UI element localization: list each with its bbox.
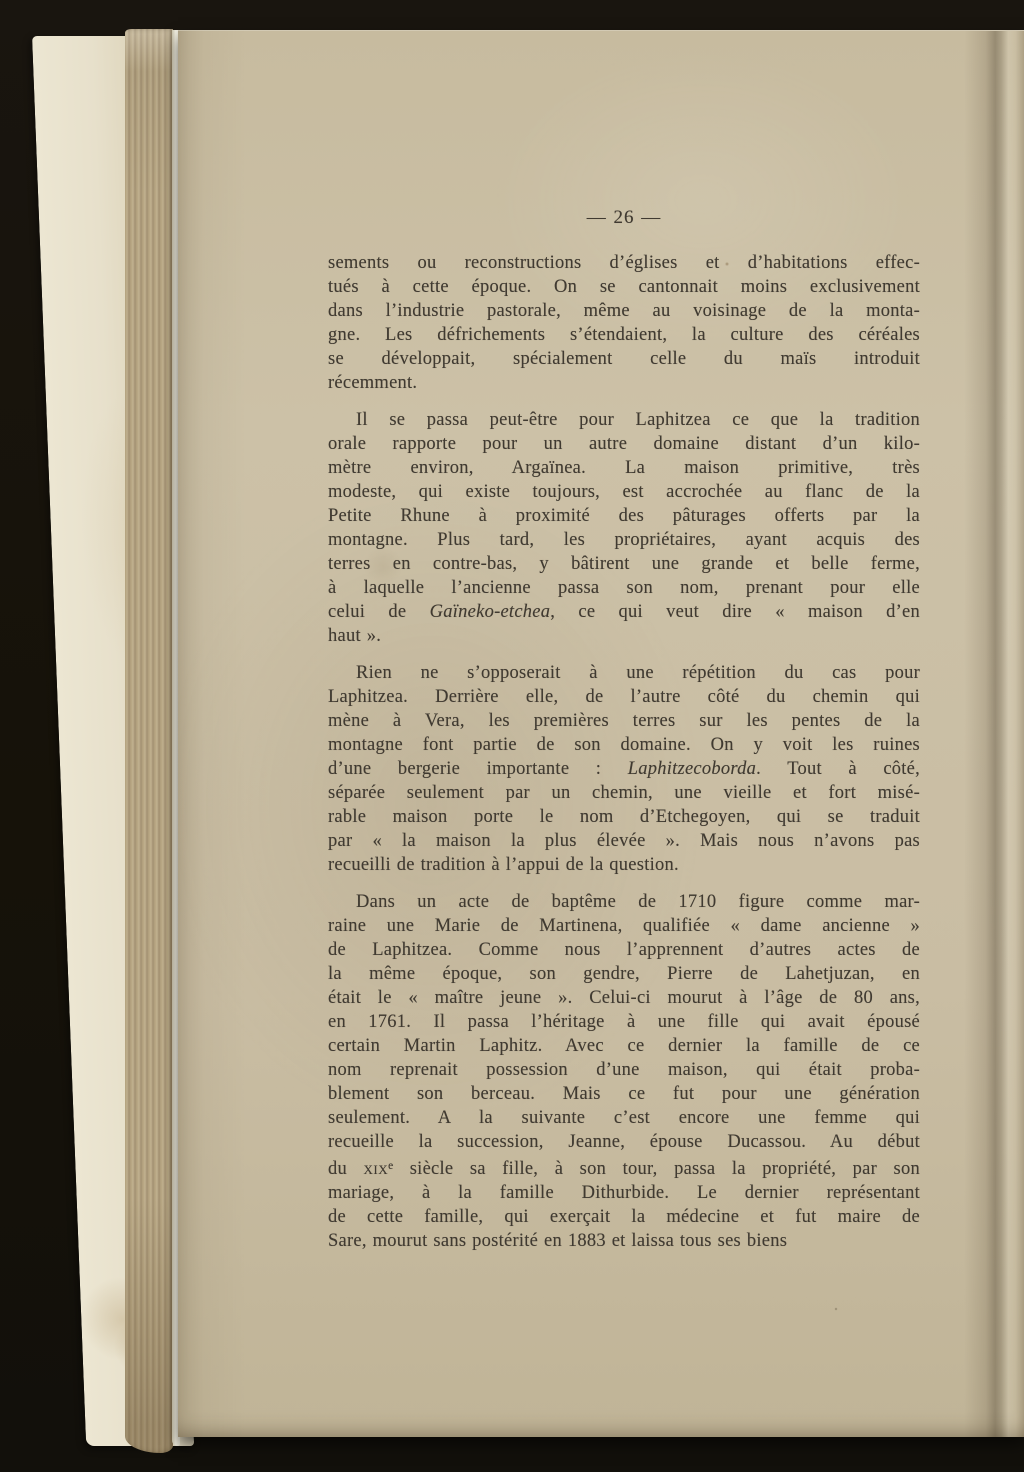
paragraph [328,890,920,1253]
text-line: était le « maître jeune ». Celui-ci mourut à l’âge de 80 ans, [328,988,920,1008]
text-line: orale rapporte pour un autre domaine distant d’un kilo- [328,434,920,454]
text-line: haut ». [328,626,382,646]
paragraph [328,408,920,648]
text-line: Laphitzea. Derrière elle, de l’autre côté du chemin qui [328,687,920,707]
text-line: recueilli de tradition à l’appui de la question. [328,855,679,875]
text-line: en 1761. Il passa l’héritage à une fille qui avait épousé [328,1012,920,1032]
text-line: à laquelle l’ancienne passa son nom, prenant pour elle [328,578,920,598]
text-line: blement son berceau. Mais ce fut pour une génération [328,1084,920,1104]
text-line: sements ou reconstructions d’églises et d’habitations effec- [328,253,920,273]
text-line: mètre environ, Argaïnea. La maison primitive, très [328,458,920,478]
page-text [328,206,920,1253]
paragraph [328,661,920,877]
text-line: modeste, qui existe toujours, est accrochée au flanc de la [328,482,920,502]
text-line: Rien ne s’opposerait à une répétition du cas pour [356,663,920,683]
text-line: seulement. A la suivante c’est encore une femme qui [328,1108,920,1128]
text-line: Petite Rhune à proximité des pâturages offerts par la [328,506,920,526]
page-edges [125,29,173,1453]
text-line: terres en contre-bas, y bâtirent une grande et belle ferme, [328,554,920,574]
text-line: Sare, mourut sans postérité en 1883 et laissa tous ses biens [328,1231,788,1252]
text-line: d’une bergerie importante : Laphitzecoborda. Tout à côté, [328,759,921,779]
text-line: par « la maison la plus élevée ». Mais nous n’avons pas [328,831,920,851]
text-line: montagne. Plus tard, les propriétaires, ayant acquis des [328,530,920,550]
text-line: mène à Vera, les premières terres sur les pentes de la [328,711,920,731]
text-line: de cette famille, qui exerçait la médecine et fut maire de [328,1207,920,1228]
text-line: la même époque, son gendre, Pierre de Lahetjuzan, en [328,964,920,984]
text-line: dans l’industrie pastorale, même au voisinage de la monta- [328,301,920,321]
text-line: celui de Gaïneko-etchea, ce qui veut dire « maison d’en [328,602,920,622]
text-line: séparée seulement par un chemin, une vieille et fort misé- [328,783,920,803]
text-line: Il se passa peut-être pour Laphitzea ce que la tradition [356,410,920,430]
text-line: Dans un acte de baptême de 1710 figure comme mar- [356,892,920,912]
text-line: du xix$^e$ siècle sa fille, à son tour, passa la propriété, par son [328,1159,920,1180]
gutter-crease [964,31,1024,1437]
text-line: rable maison porte le nom d’Etchegoyen, qui se traduit [328,807,920,827]
page-text-body [328,251,920,1253]
text-line: nom reprenait possession d’une maison, qui était proba- [328,1060,920,1080]
book-page [178,30,1024,1437]
text-line: mariage, à la famille Dithurbide. Le dernier représentant [328,1183,920,1204]
text-line: se développait, spécialement celle du maïs introduit [328,349,920,369]
page-number: — 26 — [586,207,662,228]
text-line: recueille la succession, Jeanne, épouse Ducassou. Au début [328,1132,920,1152]
text-line: certain Martin Laphitz. Avec ce dernier la famille de ce [328,1036,920,1056]
text-line: récemment. [328,373,418,393]
text-line: raine une Marie de Martinena, qualifiée « dame ancienne » [328,916,920,936]
text-line: tués à cette époque. On se cantonnait moins exclusivement [328,277,920,297]
text-line: montagne font partie de son domaine. On y voit les ruines [328,735,920,755]
text-line: gne. Les défrichements s’étendaient, la culture des céréales [328,325,920,345]
text-line: de Laphitzea. Comme nous l’apprennent d’autres actes de [328,940,920,960]
paragraph [328,251,920,395]
